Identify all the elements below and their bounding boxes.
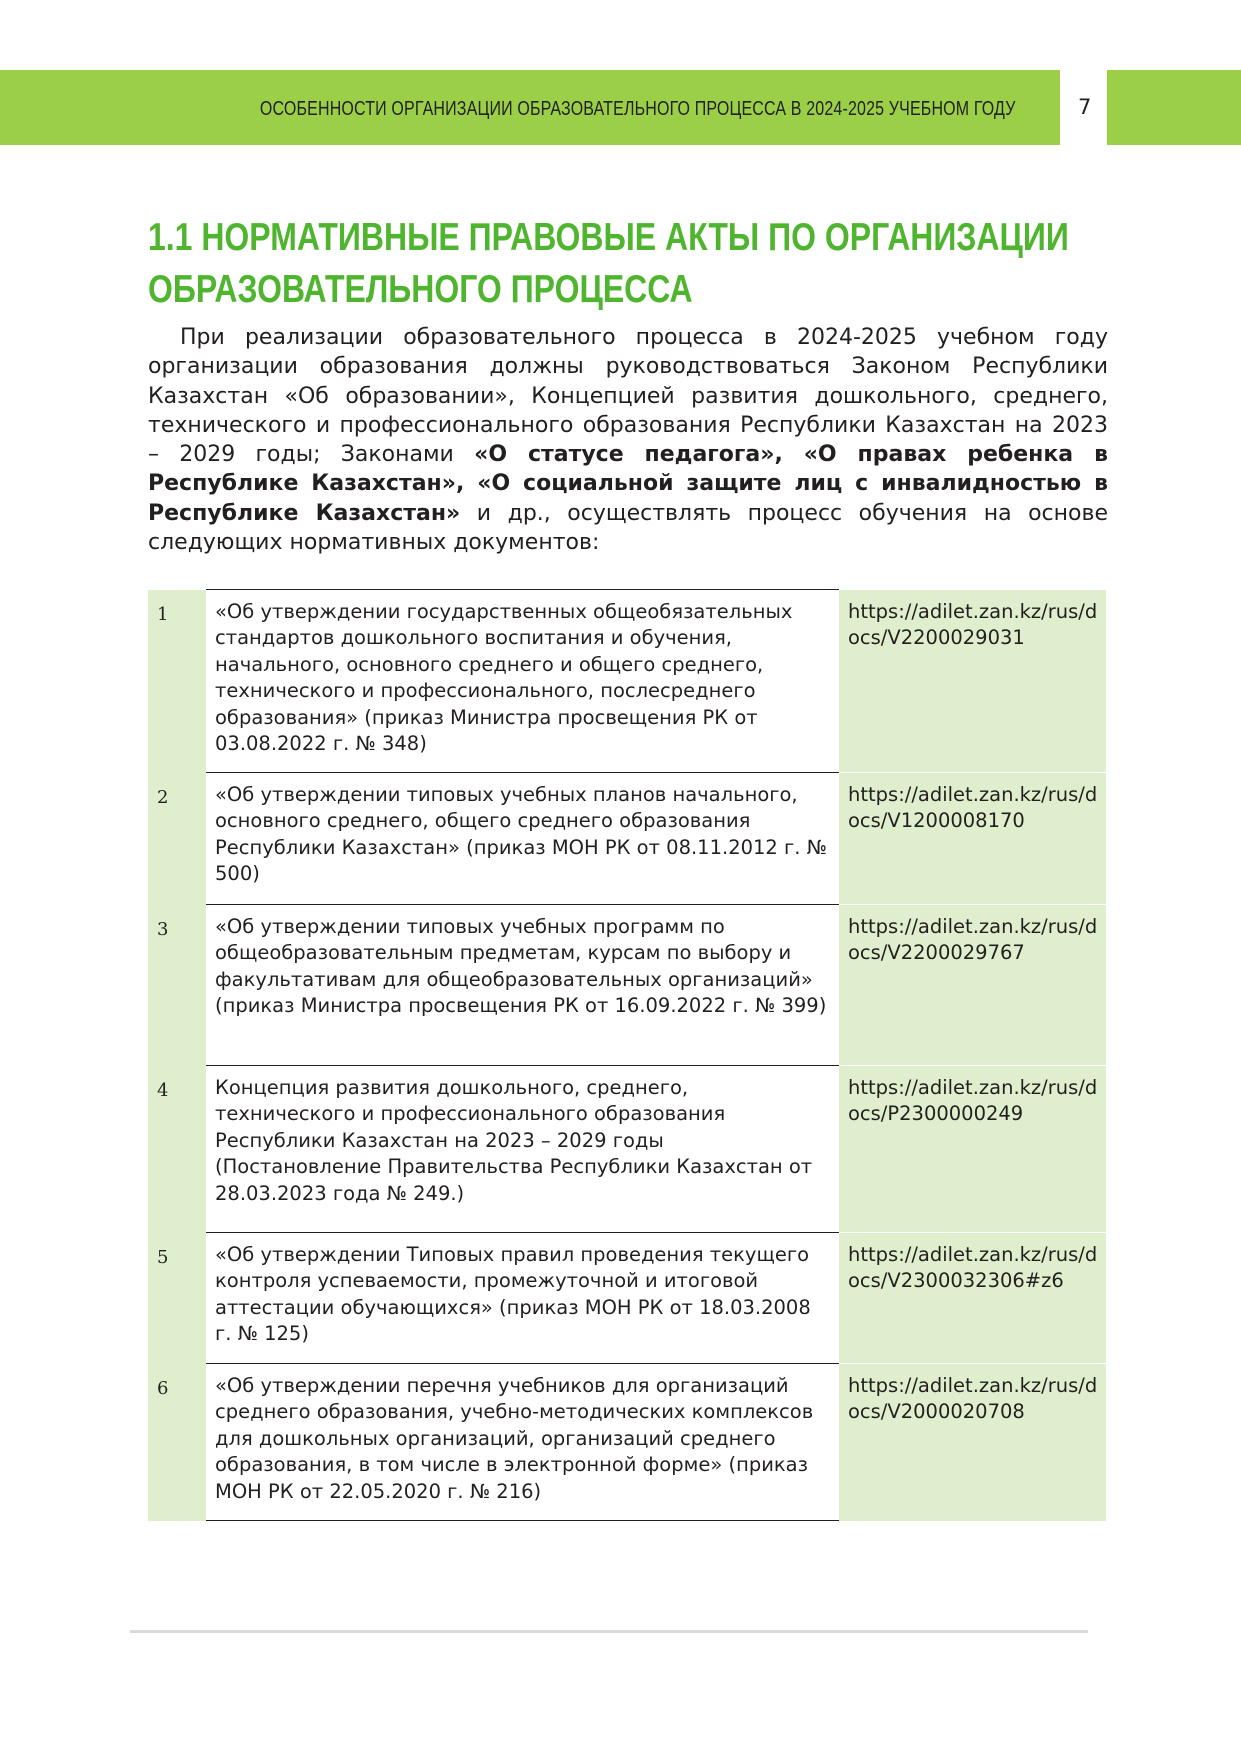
table-row xyxy=(148,1233,1106,1364)
document-link[interactable]: https://adilet.zan.kz/rus/docs/V2300032306#z6 xyxy=(839,1233,1106,1364)
document-title: «Об утверждении перечня учебников для организаций среднего образования, учебно-методических комплексов для дошкольных организаций, организаций среднего образования, в том числе в электронной форме» (приказ МОН РК от 22.05.2020 г. № 216) xyxy=(206,1364,839,1521)
table-row xyxy=(148,1364,1106,1521)
section-title-line-1: 1.1 НОРМАТИВНЫЕ ПРАВОВЫЕ АКТЫ ПО ОРГАНИЗАЦИИ xyxy=(148,216,1069,259)
document-title: «Об утверждении типовых учебных планов начального, основного среднего, общего среднего образования Республики Казахстан» (приказ МОН РК от 08.11.2012 г. № 500) xyxy=(206,773,839,905)
section-title-line-2: ОБРАЗОВАТЕЛЬНОГО ПРОЦЕССА xyxy=(148,268,693,311)
document-title: «Об утверждении Типовых правил проведения текущего контроля успеваемости, промежуточной и итоговой аттестации обучающихся» (приказ МОН РК от 18.03.2008 г. № 125) xyxy=(206,1233,839,1364)
document-link[interactable]: https://adilet.zan.kz/rus/docs/V2200029767 xyxy=(839,905,1106,1066)
table-row xyxy=(148,590,1106,773)
intro-paragraph xyxy=(148,323,1108,557)
table-row xyxy=(148,905,1106,1066)
row-number: 4 xyxy=(148,1066,206,1233)
page-number: 7 xyxy=(1078,95,1092,119)
row-number: 1 xyxy=(148,590,206,773)
document-title: «Об утверждении типовых учебных программ по общеобразовательным предметам, курсам по выбору и факультативам для общеобразовательных организаций» (приказ Министра просвещения РК от 16.09.2022 г. № 399) xyxy=(206,905,839,1066)
documents-table xyxy=(148,589,1106,1521)
intro-text-part-1: При реализации образовательного процесса в 2024-2025 учебном году организации образования должны руководствоваться Законом Республики Казахстан «Об образовании», Концепцией развития дошкольного, среднего, технического и профессионального образования Республики Казахстан на 2023 – 2029 годы; Законами xyxy=(148,325,1108,468)
table-row xyxy=(148,1066,1106,1233)
row-number: 3 xyxy=(148,905,206,1066)
section-title xyxy=(148,212,1069,316)
running-header-title: ОСОБЕННОСТИ ОРГАНИЗАЦИИ ОБРАЗОВАТЕЛЬНОГО ПРОЦЕССА В 2024-2025 УЧЕБНОМ ГОДУ xyxy=(260,98,1016,120)
intro-text-part-2: и др., осуществлять процесс обучения на основе следующих нормативных документов: xyxy=(148,500,1108,556)
document-link[interactable]: https://adilet.zan.kz/rus/docs/V2000020708 xyxy=(839,1364,1106,1521)
intro-laws-bold: «О статусе педагога», «О правах ребенка в Республике Казахстан», «О социальной защите лиц с инвалидностью в Республике Казахстан» xyxy=(148,442,1108,526)
row-number: 6 xyxy=(148,1364,206,1521)
footer-divider xyxy=(130,1630,1088,1633)
document-title: Концепция развития дошкольного, среднего, технического и профессионального образования Республики Казахстан на 2023 – 2029 годы (Постановление Правительства Республики Казахстан от 28.03.2023 года № 249.) xyxy=(206,1066,839,1233)
document-link[interactable]: https://adilet.zan.kz/rus/docs/V2200029031 xyxy=(839,590,1106,773)
row-number: 5 xyxy=(148,1233,206,1364)
document-title: «Об утверждении государственных общеобязательных стандартов дошкольного воспитания и обучения, начального, основного среднего и общего среднего, технического и профессионального, послесреднего образования» (приказ Министра просвещения РК от 03.08.2022 г. № 348) xyxy=(206,590,839,773)
table-row xyxy=(148,773,1106,905)
document-link[interactable]: https://adilet.zan.kz/rus/docs/V1200008170 xyxy=(839,773,1106,905)
document-link[interactable]: https://adilet.zan.kz/rus/docs/P2300000249 xyxy=(839,1066,1106,1233)
header-page-block xyxy=(1107,70,1241,145)
row-number: 2 xyxy=(148,773,206,905)
